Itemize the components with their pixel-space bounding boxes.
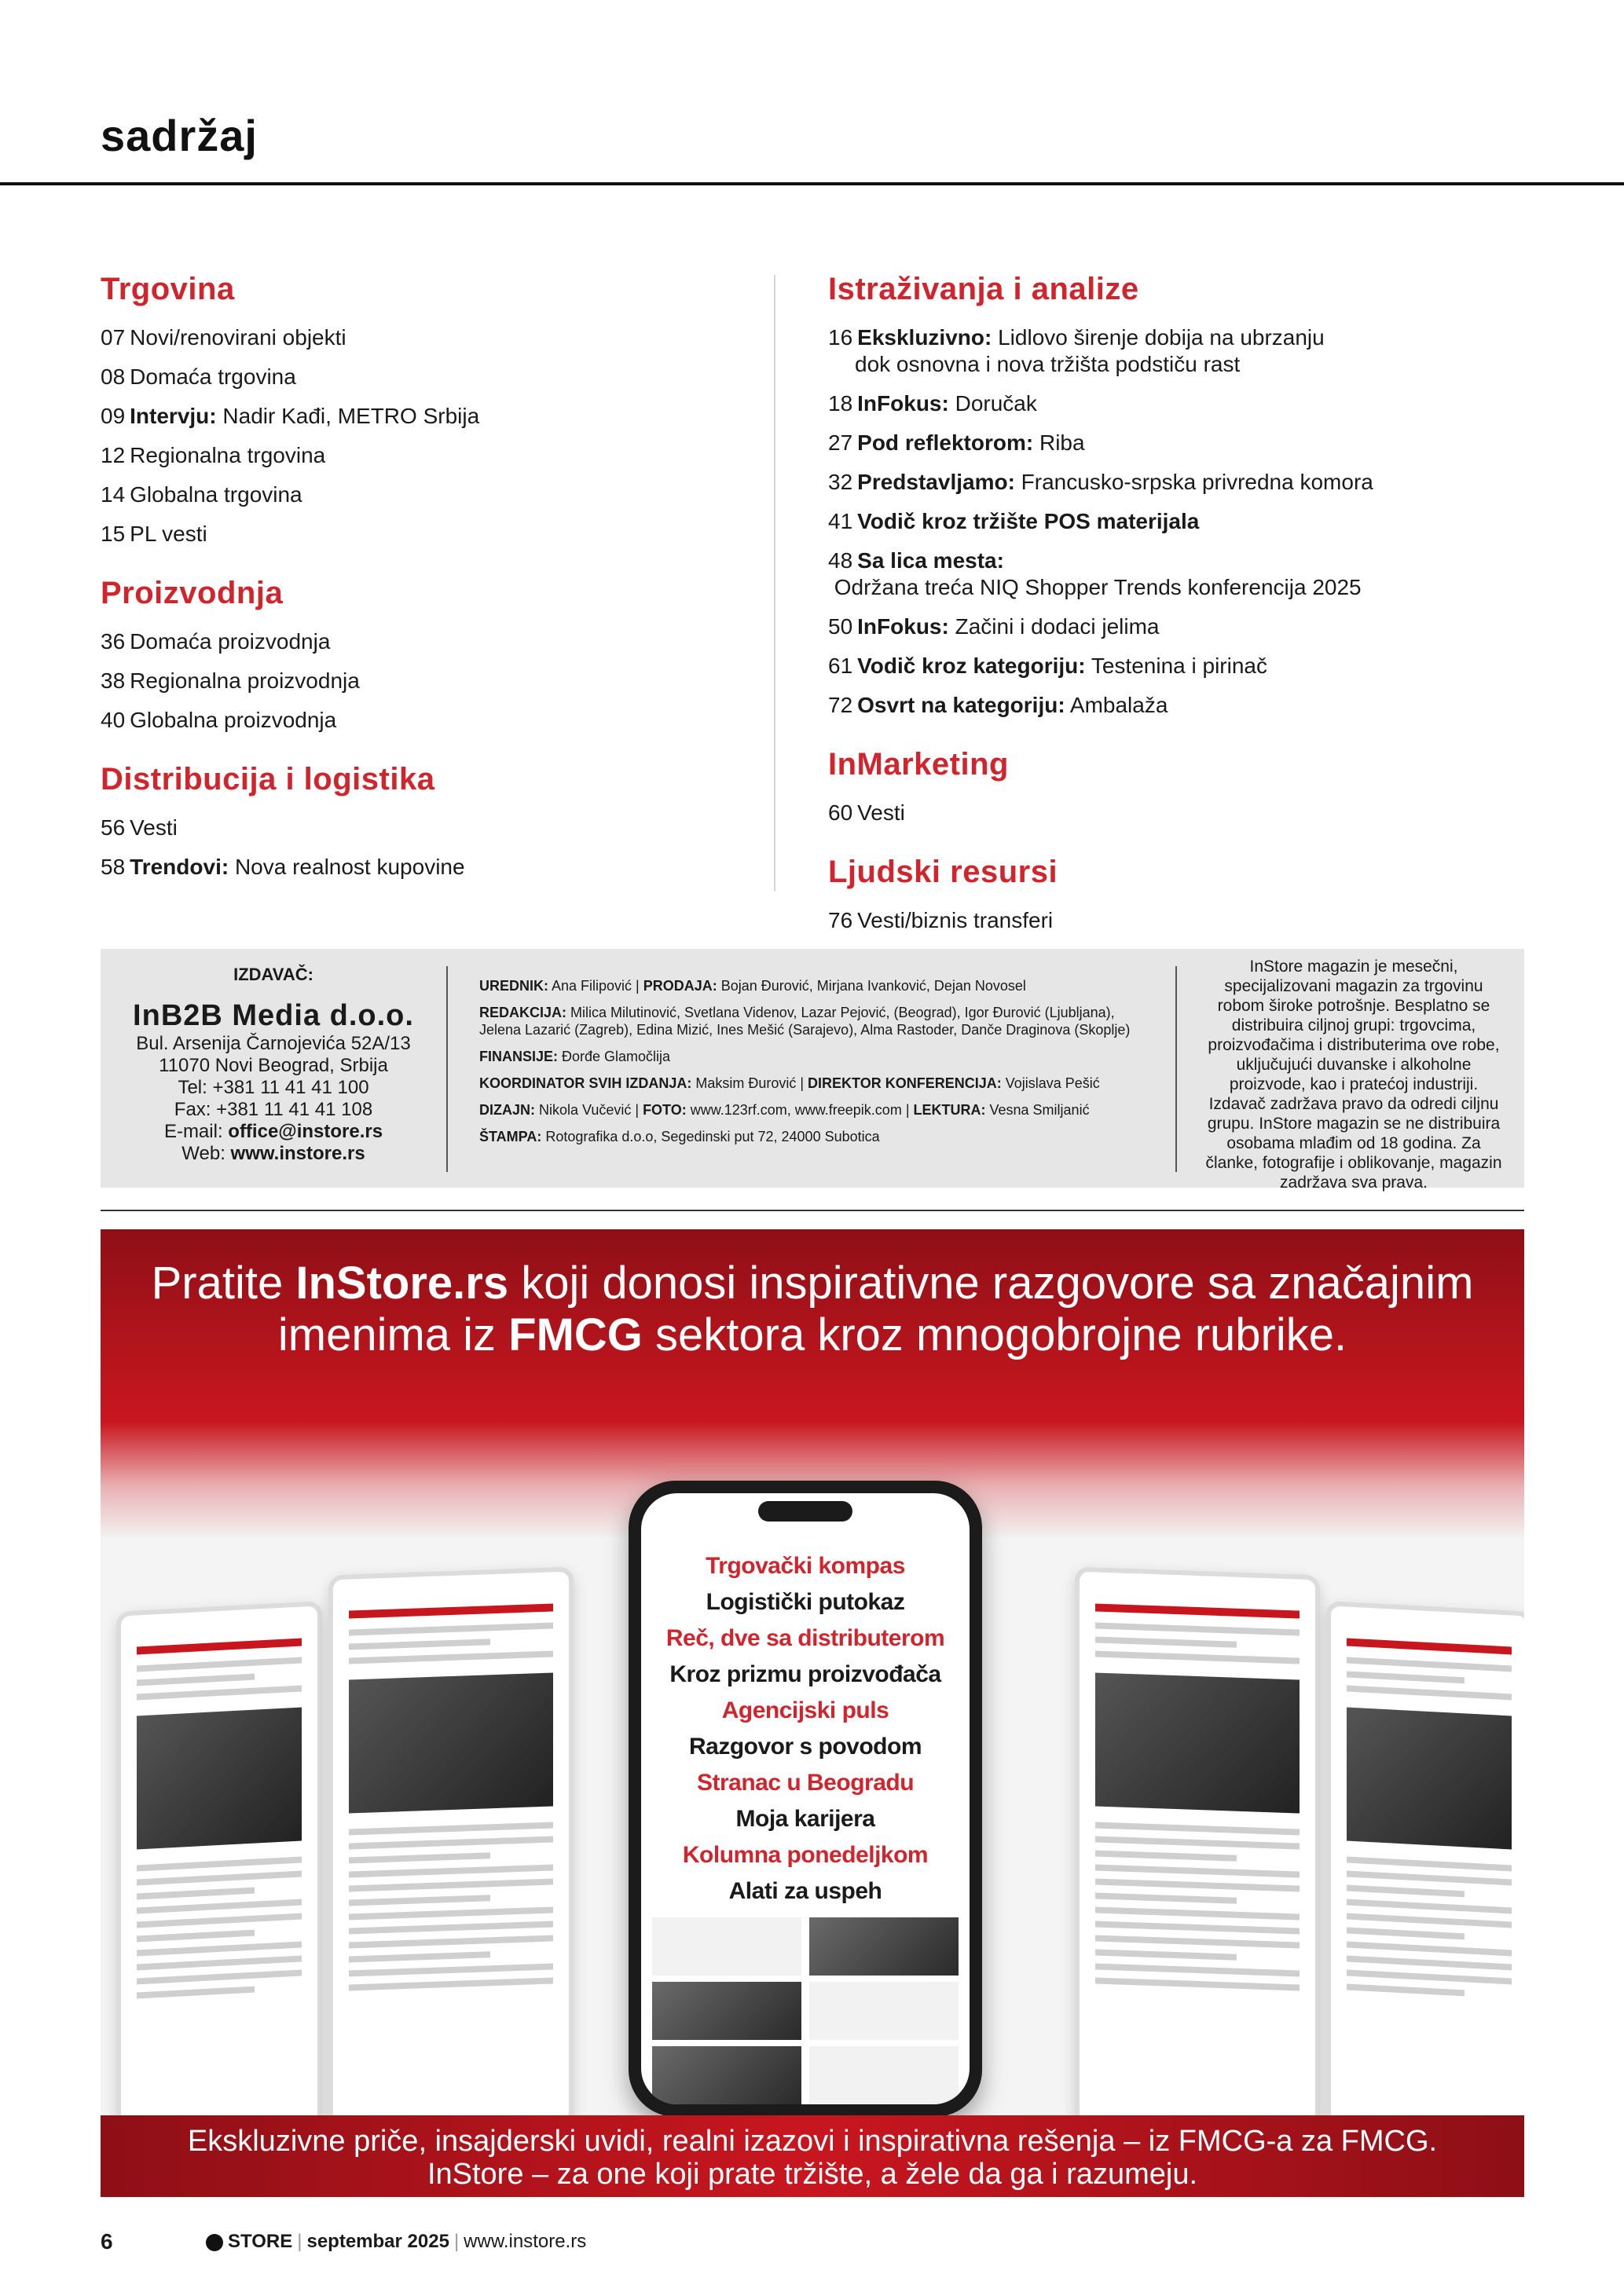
- publisher-name: InB2B Media d.o.o.: [133, 999, 414, 1032]
- section-heading: Istraživanja i analize: [828, 272, 1139, 306]
- toc-entry-text: Novi/renovirani objekti: [130, 325, 346, 350]
- website-screenshot: [1075, 1567, 1320, 2135]
- magazine-note: InStore magazin je mesečni, specijalizovani magazin za trgovinu robom široke potrošnje. Besplatno se distribuira ciljnoj grupi: trgovcima, proizvođačima i distributerima ove robe, uključujući duvanske i alkoholne proizvode, kao i pratećoj industriji. Izdavač zadržava pravo da odredi ciljnu grupu. InStore magazin se ne distribuira osobama mlađim od 18 godina. Za članke, fotografije i oblikovanje, magazin zadržava sva prava.: [1205, 958, 1502, 1192]
- staff-row: FINANSIJE: Đorđe Glamočlija: [479, 1049, 671, 1064]
- staff-row: KOORDINATOR SVIH IZDANJA: Maksim Đurović | DIREKTOR KONFERENCIJA: Vojislava Pešić: [479, 1075, 1100, 1091]
- rubric-item: Razgovor s povodom: [688, 1734, 922, 1760]
- website-screenshot: [328, 1567, 574, 2135]
- toc-entry[interactable]: [828, 469, 1535, 496]
- footer-issue: septembar 2025: [306, 2231, 449, 2252]
- staff-row: ŠTAMPA: Rotografika d.o.o, Segedinski put 72, 24000 Subotica: [479, 1129, 880, 1144]
- toc-entry-text: Ambalaža: [1065, 693, 1168, 717]
- toc-entry[interactable]: [101, 324, 745, 351]
- toc-entry[interactable]: [828, 547, 1535, 601]
- section-heading: Proizvodnja: [101, 576, 284, 610]
- toc-entry[interactable]: [828, 613, 1535, 640]
- section-heading: Trgovina: [101, 272, 235, 306]
- rubric-item: Kroz prizmu proizvođača: [669, 1661, 941, 1687]
- toc-entry[interactable]: [828, 653, 1535, 679]
- toc-entry[interactable]: [828, 324, 1535, 378]
- section-rule: [101, 1210, 1524, 1211]
- rubric-item: Alati za uspeh: [728, 1878, 882, 1904]
- toc-section: [101, 272, 745, 547]
- toc-entry-label: Osvrt na kategoriju:: [857, 693, 1065, 717]
- toc-page-number: 18: [828, 391, 853, 416]
- rubric-item: Trgovački kompas: [706, 1553, 905, 1579]
- toc-page-number: 41: [828, 509, 853, 533]
- toc-section: [828, 747, 1535, 826]
- toc-entry[interactable]: [101, 403, 745, 430]
- toc-page-number: 58: [101, 855, 126, 879]
- website-screenshot: [1326, 1601, 1524, 2140]
- section-heading: Ljudski resursi: [828, 855, 1058, 889]
- toc-page-number: 15: [101, 522, 126, 546]
- toc-entry-label: Trendovi:: [130, 855, 229, 879]
- toc-entry-text: Održana treća NIQ Shopper Trends konferencija 2025: [828, 575, 1362, 599]
- toc-entry-text: Vesti/biznis transferi: [857, 908, 1054, 932]
- article-tile: [652, 1982, 801, 2040]
- toc-page-number: 27: [828, 430, 853, 455]
- toc-page-number: 32: [828, 470, 853, 494]
- publisher-block: [101, 949, 446, 1188]
- section-heading: Distribucija i logistika: [101, 762, 435, 796]
- toc-entry-text: Nadir Kađi, METRO Srbija: [216, 404, 480, 428]
- page-number: 6: [101, 2229, 113, 2254]
- toc-page-number: 14: [101, 482, 126, 507]
- toc-page-number: 36: [101, 629, 126, 654]
- toc-entry-text: Doručak: [948, 391, 1037, 416]
- toc-entry-continuation: dok osnovna i nova tržišta podstiču rast: [855, 352, 1241, 376]
- toc-entry-label: Sa lica mesta:: [857, 548, 1004, 573]
- toc-entry[interactable]: [101, 854, 745, 881]
- toc-entry[interactable]: [101, 628, 745, 655]
- toc-entry-label: Ekskluzivno:: [857, 325, 992, 350]
- toc-entry-label: Vodič kroz kategoriju:: [857, 654, 1086, 678]
- instore-logo-icon: [206, 2234, 223, 2251]
- publisher-label: IZDAVAČ:: [233, 965, 313, 984]
- toc-entry[interactable]: [101, 482, 745, 508]
- section-heading: InMarketing: [828, 747, 1009, 782]
- toc-page-number: 72: [828, 693, 853, 717]
- staff-list: [479, 977, 1155, 1155]
- toc-entry[interactable]: [101, 521, 745, 547]
- toc-entry[interactable]: [828, 800, 1535, 826]
- footer-url[interactable]: www.instore.rs: [464, 2231, 587, 2252]
- toc-entry-label: Intervju:: [130, 404, 217, 428]
- toc-entry[interactable]: [101, 815, 745, 841]
- toc-section: [101, 576, 745, 734]
- toc-page-number: 16: [828, 325, 853, 350]
- toc-right-column: [828, 272, 1535, 962]
- web-link[interactable]: www.instore.rs: [230, 1143, 365, 1164]
- toc-entry[interactable]: [101, 442, 745, 469]
- toc-entry-text: Regionalna proizvodnja: [130, 668, 360, 693]
- phone-screen: [641, 1493, 970, 2104]
- toc-entry-text: Regionalna trgovina: [130, 443, 326, 467]
- toc-entry-text: Vesti: [130, 815, 178, 840]
- toc-page-number: 61: [828, 654, 853, 678]
- page-title: sadržaj: [101, 111, 258, 160]
- toc-entry-text: Globalna proizvodnja: [130, 708, 337, 732]
- banner-headline: Pratite InStore.rs koji donosi inspirativne razgovore sa značajnim imenima iz FMCG sektora kroz mnogobrojne rubrike.: [151, 1258, 1474, 1360]
- rubric-item: Reč, dve sa distributerom: [665, 1625, 945, 1651]
- toc-entry[interactable]: [828, 508, 1535, 535]
- toc-entry-text: Lidlovo širenje dobija na ubrzanju: [992, 325, 1325, 350]
- toc-entry[interactable]: [101, 364, 745, 390]
- toc-entry-label: Predstavljamo:: [857, 470, 1015, 494]
- article-tile: [809, 2046, 959, 2104]
- phone-notch: [758, 1501, 852, 1522]
- toc-left-column: [101, 272, 745, 909]
- toc-entry[interactable]: [828, 390, 1535, 417]
- publisher-fax: Fax: +381 11 41 41 108: [174, 1099, 373, 1120]
- toc-entry-text: PL vesti: [130, 522, 207, 546]
- staff-row: REDAKCIJA: Milica Milutinović, Svetlana Videnov, Lazar Pejović, (Beograd), Igor Đurović (Ljubljana), Jelena Lazarić (Zagreb), Edina Mizić, Ines Mešić (Sarajevo), Alma Rastoder, Danče Draginova (Skoplje): [479, 1005, 1131, 1038]
- website-screenshot: [116, 1601, 322, 2140]
- toc-page-number: 48: [828, 548, 853, 573]
- publisher-email: E-mail: office@instore.rs: [163, 1121, 383, 1142]
- toc-page-number: 08: [101, 364, 126, 389]
- toc-page-number: 12: [101, 443, 126, 467]
- toc-page-number: 07: [101, 325, 126, 350]
- banner-footer-text: Ekskluzivne priče, insajderski uvidi, realni izazovi i inspirativna rešenja – iz FMCG-a za FMCG. InStore – za one koji prate tržište, a žele da ga i razumeju.: [187, 2125, 1438, 2191]
- toc-entry-label: InFokus:: [857, 391, 949, 416]
- rubric-menu: [641, 1548, 970, 1910]
- rubric-item: Agencijski puls: [721, 1697, 889, 1723]
- toc-section: [828, 855, 1535, 934]
- toc-entry[interactable]: [828, 430, 1535, 456]
- toc-entry-text: Domaća proizvodnja: [130, 629, 331, 654]
- toc-entry-text: Začini i dodaci jelima: [948, 614, 1160, 639]
- toc-entry[interactable]: [101, 707, 745, 734]
- toc-entry[interactable]: [828, 692, 1535, 719]
- article-tile: [809, 1982, 959, 2040]
- publisher-address-1: Bul. Arsenija Čarnojevića 52A/13: [136, 1033, 411, 1054]
- article-tiles: [652, 1917, 959, 2104]
- article-tile: [809, 1917, 959, 1976]
- staff-row: DIZAJN: Nikola Vučević | FOTO: www.123rf.com, www.freepik.com | LEKTURA: Vesna Smiljanić: [479, 1102, 1090, 1118]
- toc-page-number: 60: [828, 800, 853, 825]
- toc-entry[interactable]: [101, 668, 745, 694]
- toc-entry-text: Francusko-srpska privredna komora: [1014, 470, 1373, 494]
- header-rule: [0, 182, 1624, 185]
- toc-entry[interactable]: [828, 907, 1535, 934]
- toc-page-number: 09: [101, 404, 126, 428]
- toc-section: [101, 762, 745, 881]
- rubric-item: Moja karijera: [735, 1806, 875, 1832]
- toc-entry-text: Nova realnost kupovine: [229, 855, 465, 879]
- toc-entry-label: InFokus:: [857, 614, 949, 639]
- publisher-tel: Tel: +381 11 41 41 100: [178, 1077, 369, 1098]
- footer-brand: STORE | septembar 2025 | www.instore.rs: [206, 2231, 586, 2253]
- toc-page-number: 50: [828, 614, 853, 639]
- toc-entry-text: Globalna trgovina: [130, 482, 302, 507]
- toc-section: [828, 272, 1535, 719]
- footer-brand-name: STORE: [228, 2231, 293, 2252]
- toc-entry-text: Vesti: [857, 800, 905, 825]
- staff-row: UREDNIK: Ana Filipović | PRODAJA: Bojan Đurović, Mirjana Ivanković, Dejan Novosel: [479, 978, 1026, 994]
- toc-entry-text: Domaća trgovina: [130, 364, 296, 389]
- toc-entry-text: Riba: [1033, 430, 1085, 455]
- toc-page-number: 76: [828, 908, 853, 932]
- imprint-divider: [1175, 966, 1177, 1172]
- rubric-item: Logistički putokaz: [706, 1589, 905, 1615]
- toc-page-number: 40: [101, 708, 126, 732]
- article-tile: [652, 2046, 801, 2104]
- rubric-item: Kolumna ponedeljkom: [682, 1842, 929, 1868]
- publisher-address-2: 11070 Novi Beograd, Srbija: [159, 1055, 388, 1076]
- publisher-web: Web: www.instore.rs: [181, 1143, 365, 1164]
- article-tile: [652, 1917, 801, 1976]
- toc-page-number: 56: [101, 815, 126, 840]
- column-divider: [774, 275, 775, 892]
- phone-mockup: [629, 1481, 982, 2117]
- rubric-item: Stranac u Beogradu: [696, 1770, 915, 1796]
- toc-entry-label: Pod reflektorom:: [857, 430, 1034, 455]
- toc-entry-label: Vodič kroz tržište POS materijala: [857, 509, 1200, 533]
- instore-banner[interactable]: [101, 1229, 1524, 2197]
- toc-entry-text: Testenina i pirinač: [1085, 654, 1267, 678]
- toc-page-number: 38: [101, 668, 126, 693]
- email-link[interactable]: office@instore.rs: [228, 1121, 383, 1142]
- imprint-divider: [446, 966, 448, 1172]
- imprint-box: [101, 949, 1524, 1192]
